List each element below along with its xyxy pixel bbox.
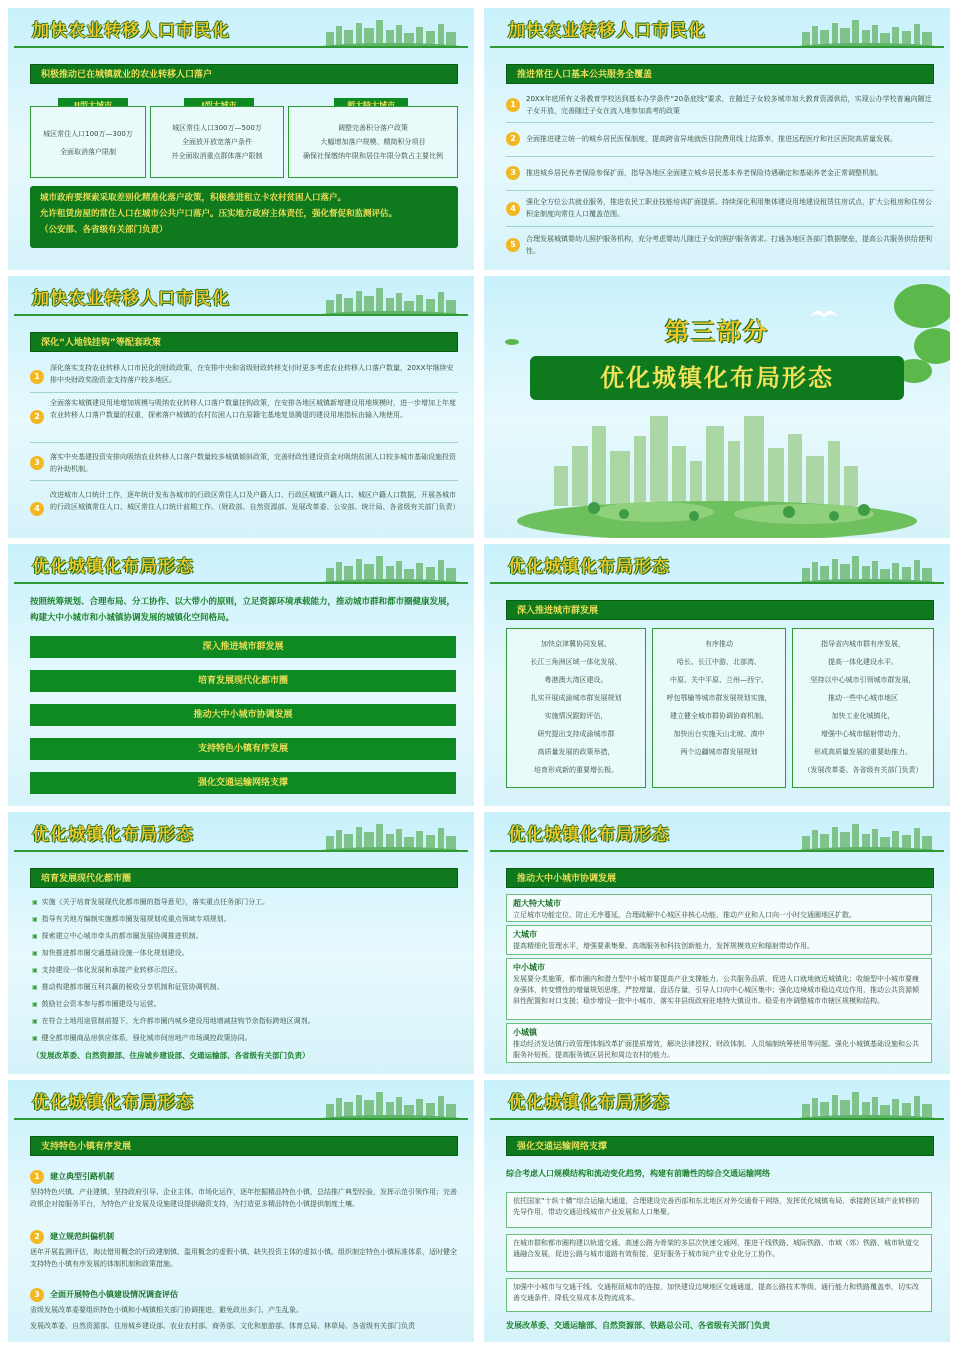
- skyline-icon: [316, 822, 466, 852]
- column-line: 推动一些中心城市地区: [828, 694, 898, 702]
- column-line: 两个边疆城市群发展规划: [680, 748, 758, 756]
- column-line: 哈长、长江中游、北部湾、: [677, 658, 761, 666]
- divider: [506, 226, 934, 227]
- section-header: 强化交通运输网络支撑: [506, 1136, 934, 1156]
- content-column-1: [506, 628, 646, 788]
- tier-heading: 超大特大城市: [513, 899, 561, 908]
- number-badge: 2: [30, 410, 44, 424]
- box-line: 并全面取消重点群体落户限制: [171, 152, 263, 160]
- slide-title: 加快农业转移人口市民化: [508, 21, 706, 41]
- lead-text: 综合考虑人口规模结构和流动变化趋势，构建有前瞻性的综合交通运输网络: [506, 1169, 770, 1178]
- number-badge: 3: [506, 166, 520, 180]
- slide-7: [8, 812, 474, 1074]
- column-line: 高质量发展的政策举措，: [537, 748, 615, 756]
- slide-9: [8, 1080, 474, 1342]
- list-item: ▣ 健全都市圈商品房供应体系，强化城市间房地产市场调控政策协同。: [32, 1032, 456, 1045]
- slide-4: [484, 276, 950, 538]
- list-item: ▣ 实施《关于培育发展现代化都市圈的指导意见》，落实重点任务部门分工。: [32, 896, 456, 909]
- slide-title: 优化城镇化布局形态: [508, 1093, 670, 1113]
- responsibility-note: 发展改革委、交通运输部、自然资源部、铁路总公司、各省级有关部门负责: [506, 1321, 770, 1330]
- topic-bar: 推动大中小城市协调发展: [30, 704, 456, 726]
- list-item: 改进城市人口统计工作，逐年统计发布各城市的行政区常住人口及户籍人口、行政区城镇户籍人口、城区户籍人口数据，开展各城市的行政区城镇常住人口、城区常住人口统计前期工作。（财政部、自然资源部、发展改革委、公安部、统计局、各省级有关部门负责）: [50, 491, 460, 511]
- divider: [490, 46, 944, 48]
- column-line: 提高一体化建设水平。: [828, 658, 898, 666]
- item-heading: 全面开展特色小镇建设情况调查评估: [50, 1290, 178, 1299]
- city-tier-box: [506, 1023, 932, 1063]
- section-header: 支持特色小镇有序发展: [30, 1136, 458, 1156]
- divider: [490, 582, 944, 584]
- slide-2: [484, 8, 950, 270]
- column-line: 增强中心城市辐射带动力，: [821, 730, 905, 738]
- skyline-icon: [792, 18, 942, 48]
- panel-line: 允许租赁房屋的常住人口在城市公共户口落户。压实地方政府主体责任，强化督促和监测评估。: [40, 209, 398, 219]
- divider: [14, 850, 468, 852]
- section-header: 深化“人地钱挂钩”等配套政策: [30, 332, 458, 352]
- divider: [506, 156, 934, 157]
- paragraph-box: [506, 1234, 932, 1272]
- part-title: 优化城镇化布局形态: [530, 356, 904, 400]
- list-item: ▣ 加快推进都市圈交通基础设施一体化规划建设。: [32, 947, 456, 960]
- responsibility-note: （发展改革委、自然资源部、住房城乡建设部、交通运输部、各省级有关部门负责）: [32, 1051, 310, 1060]
- column-line: 建立健全城市群协调协商机制。: [670, 712, 768, 720]
- box-line: 城区常住人口100万—300万: [43, 130, 133, 138]
- content-column-3: [792, 628, 934, 788]
- column-line: 扎实开展成渝城市群发展规划: [530, 694, 622, 702]
- tier-text: 发展要分类施策，都市圈内和潜力型中小城市要提高产业支撑能力、公共服务品质，促进人口就地就近城镇化；收缩型中小城市要瘦身强体，转变惯性的增量规划思维，严控增量、盘活存量，引导人口向中心城区集中；强化边境城市稳边戍边作用，推动公共资源倾斜性配置和对口支援；稳步增设一批中小城市，落实非县级政府驻地特大镇设市。稳妥有序调整城市市辖区规模和结构。: [513, 975, 919, 1005]
- slide-title: 优化城镇化布局形态: [32, 1093, 194, 1113]
- number-badge: 1: [506, 98, 520, 112]
- slide-title: 优化城镇化布局形态: [508, 825, 670, 845]
- slide-title: 优化城镇化布局形态: [32, 557, 194, 577]
- paragraph-box: [506, 1192, 932, 1228]
- slide-10: [484, 1080, 950, 1342]
- item-text: 逐年开展监测评估，淘汰错用概念的行政建制镇、滥用概念的虚假小镇、缺失投资主体的虚拟小镇。组织制定特色小镇标准体系，适时健全支持特色小镇有序发展的体制机制和政策措施。: [30, 1248, 457, 1268]
- policy-box-3: [288, 106, 458, 178]
- list-item: 落实中央基建投资安排向吸纳农业转移人口落户数量较多城镇倾斜政策，完善财政性建设资金对吸纳贫困人口较多城市基础设施投资的补助机制。: [50, 453, 456, 473]
- paragraph-text: 在城市群和都市圈构建以轨道交通、高速公路为骨架的多层次快速交通网，推进干线铁路、城际铁路、市域（郊）铁路、城市轨道交通融合发展，促进公路与城市道路有效衔接，更好服务于城市间产业专业化分工协作。: [513, 1239, 919, 1258]
- policy-box-1: [30, 106, 146, 178]
- city-tier-box: [506, 894, 932, 922]
- number-badge: 4: [506, 202, 520, 216]
- column-line: 坚持以中心城市引领城市群发展，: [810, 676, 916, 684]
- policy-box-2: [150, 106, 284, 178]
- column-line: 长江三角洲区域一体化发展、: [530, 658, 622, 666]
- slide-title: 加快农业转移人口市民化: [32, 21, 230, 41]
- list-item: 强化全方位公共就业服务，推进农民工职业技能培训扩面提质。持续深化利用集体建设用地建设租赁住房试点，扩大公租房和住房公积金制度向常住人口覆盖范围。: [526, 198, 932, 218]
- section-header: 积极推动已在城镇就业的农业转移人口落户: [30, 64, 458, 84]
- panel-line: 城市政府要探索采取差别化精准化落户政策，积极推进租立卡农村贫困人口落户。: [40, 193, 347, 203]
- divider: [14, 1118, 468, 1120]
- divider: [14, 582, 468, 584]
- slide-8: [484, 812, 950, 1074]
- topic-bar: 支持特色小镇有序发展: [30, 738, 456, 760]
- city-tier-box: [506, 925, 932, 955]
- slide-3: [8, 276, 474, 538]
- topic-bar: 深入推进城市群发展: [30, 636, 456, 658]
- item-heading: 建立规范纠偏机制: [50, 1232, 114, 1241]
- box-line: 全面放开放宽落户条件: [182, 138, 252, 146]
- column-line: 呼包鄂榆等城市群发展规划实施，: [666, 694, 772, 702]
- divider: [490, 1118, 944, 1120]
- column-line: 研究提出支持成渝城市群: [537, 730, 615, 738]
- list-item: ▣ 在符合土地用途管制前提下，允许都市圈内城乡建设用地增减挂钩节余指标跨地区调剂。: [32, 1015, 456, 1028]
- list-item: ▣ 探索建立中心城市牵头的都市圈发展协调推进机制。: [32, 930, 456, 943]
- tier-text: 立足城市功能定位、防止无序蔓延，合理疏解中心城区非核心功能，推动产业和人口向一小时交通圈地区扩散。: [513, 911, 856, 919]
- divider: [30, 480, 458, 481]
- list-item: 合理发展城镇婴幼儿照护服务机构，充分考虑婴幼儿随迁子女的照护服务需求。打通各地区各部门数据壁垒，提高公共服务供给便利性。: [526, 235, 932, 255]
- divider: [14, 46, 468, 48]
- list-item: 全面推进建立统一的城乡居民医保制度，提高跨省异地就医住院费用线上结算率，推进远程医疗和社区医院高质量发展。: [526, 135, 897, 143]
- section-header: 深入推进城市群发展: [506, 600, 934, 620]
- list-item: 全面落实城镇建设用地增加规模与吸纳农业转移人口落户数量挂钩政策，在安排各地区城镇新增建设用地规模时，进一步增加上年度农业转移人口落户数量的权重，探索落户城镇的农村贫困人口在原籍宅基地复垦腾退的建设用地指标由输入地使用。: [50, 399, 456, 419]
- tier-heading: 中小城市: [513, 963, 545, 972]
- divider: [30, 392, 458, 393]
- list-item: 20XX年底所有义务教育学校达到基本办学条件“20条底线”要求，在随迁子女较多城市加大教育资源供给，实现公办学校普遍向随迁子女开放，完善随迁子女在流入地参加高考的政策: [526, 95, 932, 115]
- column-line: （发展改革委、各省级有关部门负责）: [803, 766, 923, 774]
- policy-panel: [30, 186, 458, 248]
- skyline-icon: [316, 1090, 466, 1120]
- item-text: 省级发展改革委要组织特色小镇和小城镇相关部门协调推进，避免政出多门、产生乱象。: [30, 1306, 303, 1314]
- slide-6: [484, 544, 950, 806]
- column-line: 粤港澳大湾区建设。: [544, 676, 608, 684]
- topic-bar: 培育发展现代化都市圈: [30, 670, 456, 692]
- column-line: 指导省内城市群有序发展，: [821, 640, 905, 648]
- slide-title: 优化城镇化布局形态: [508, 557, 670, 577]
- list-item: 深化落实支持农业转移人口市民化的财政政策，在安排中央和省级财政转移支付时更多考虑农业转移人口落户数量，20XX年继续安排中央财政奖励资金支持落户较多地区。: [50, 364, 454, 384]
- box-line: 调整完善积分落户政策: [338, 124, 408, 132]
- section-header: 推动大中小城市协调发展: [506, 868, 934, 888]
- skyline-icon: [792, 1090, 942, 1120]
- divider: [14, 314, 468, 316]
- content-column-2: [652, 628, 786, 788]
- number-badge: 5: [506, 238, 520, 252]
- list-item: ▣ 推动构建都市圈互利共赢的税收分享机制和征管协调机制。: [32, 981, 456, 994]
- skyline-icon: [316, 286, 466, 316]
- column-line: 实施情况跟踪评估，: [544, 712, 608, 720]
- paragraph-text: 加强中小城市与交通干线、交通枢纽城市的连接，加快建设边境地区交通通道，提高公路技术等级、通行能力和铁路覆盖率，切实改善交通条件，降低交易成本及物流成本。: [513, 1283, 919, 1302]
- number-badge: 1: [30, 1170, 44, 1184]
- column-line: 加快出台实施天山北坡、滇中: [673, 730, 765, 738]
- box-line: 确保社保缴纳年限和居住年限分数占主要比例: [303, 152, 443, 160]
- section-header: 培育发展现代化都市圈: [30, 868, 458, 888]
- column-line: 加快工业化城镇化，: [831, 712, 895, 720]
- column-line: 加快京津冀协同发展、: [541, 640, 611, 648]
- column-line: 形成高质量发展的重要助推力。: [814, 748, 912, 756]
- number-badge: 3: [30, 1288, 44, 1302]
- city-tier-box: [506, 958, 932, 1020]
- slide-title: 加快农业转移人口市民化: [32, 289, 230, 309]
- column-line: 中原、关中平原、兰州—西宁、: [670, 676, 768, 684]
- skyline-icon: [316, 554, 466, 584]
- skyline-icon: [316, 18, 466, 48]
- divider: [506, 122, 934, 123]
- list-item: ▣ 支持建设一体化发展和承接产业转移示范区。: [32, 964, 456, 977]
- number-badge: 2: [506, 132, 520, 146]
- column-line: 有序推动: [705, 640, 733, 648]
- intro-text: 按照统筹规划、合理布局、分工协作、以大带小的原则，立足资源环境承载能力，推动城市群和都市圈健康发展，构建大中小城市和小城镇协调发展的城镇化空间格局。: [30, 597, 456, 623]
- list-item: ▣ 鼓励社会资本参与都市圈建设与运营。: [32, 998, 456, 1011]
- divider: [490, 850, 944, 852]
- divider: [506, 190, 934, 191]
- slide-1: [8, 8, 474, 270]
- item-text: 坚持特色兴镇、产业建镇，坚持政府引导、企业主体、市场化运作，逐年挖掘精品特色小镇，总结推广典型经验，发挥示范引领作用；完善政银企对接服务平台，为特色产业发展及设施建设提供融资支持，为打造更多精品特色小镇提供制度土壤。: [30, 1188, 457, 1208]
- skyline-icon: [792, 554, 942, 584]
- list-item: ▣ 指导有关地方编制实施都市圈发展规划或重点领域专项规划。: [32, 913, 456, 926]
- panel-line: （公安部、各省级有关部门负责）: [40, 225, 168, 235]
- part-label: 第三部分: [665, 318, 769, 346]
- box-line: 大幅增加落户规模、精简积分项目: [320, 138, 426, 146]
- column-line: 培育形成新的重要增长极。: [534, 766, 618, 774]
- item-heading: 建立典型引路机制: [50, 1172, 114, 1181]
- box-line: 城区常住人口300万—500万: [172, 124, 262, 132]
- skyline-icon: [792, 822, 942, 852]
- box-line: 全面取消落户限制: [60, 148, 116, 156]
- paragraph-box: [506, 1278, 932, 1312]
- tier-text: 推动经济发达镇行政管理体制改革扩面提质增效，解决法律授权、财政体制、人员编制统筹使用等问题。强化小城镇基础设施和公共服务补短板，提高服务镇区居民和周边农村的能力。: [513, 1040, 919, 1059]
- section-header: 推进常住人口基本公共服务全覆盖: [506, 64, 934, 84]
- number-badge: 1: [30, 370, 44, 384]
- number-badge: 3: [30, 456, 44, 470]
- topic-bar: 强化交通运输网络支撑: [30, 772, 456, 794]
- tier-text: 提高精细化管理水平，增强要素集聚、高端服务和科技创新能力，发挥规模效应和辐射带动作用。: [513, 942, 814, 950]
- paragraph-text: 依托国家“十纵十横”综合运输大通道，合理建设完善西部和东北地区对外交通骨干网络，发挥优化城镇布局、承接跨区域产业转移的先导作用，带动交通沿线城市产业发展和人口集聚。: [513, 1197, 920, 1216]
- slide-title: 优化城镇化布局形态: [32, 825, 194, 845]
- list-item: 推进城乡居民养老保险参保扩面，指导各地区全面建立城乡居民基本养老保险待遇确定和基础养老金正常调整机制。: [526, 169, 883, 177]
- slide-5: [8, 544, 474, 806]
- number-badge: 4: [30, 502, 44, 516]
- divider: [30, 442, 458, 443]
- tier-heading: 小城镇: [513, 1028, 537, 1037]
- number-badge: 2: [30, 1230, 44, 1244]
- responsibility-note: 发展改革委、自然资源部、住房城乡建设部、农业农村部、商务部、文化和旅游部、体育总局、林草局、各省级有关部门负责: [30, 1322, 415, 1330]
- tier-heading: 大城市: [513, 930, 537, 939]
